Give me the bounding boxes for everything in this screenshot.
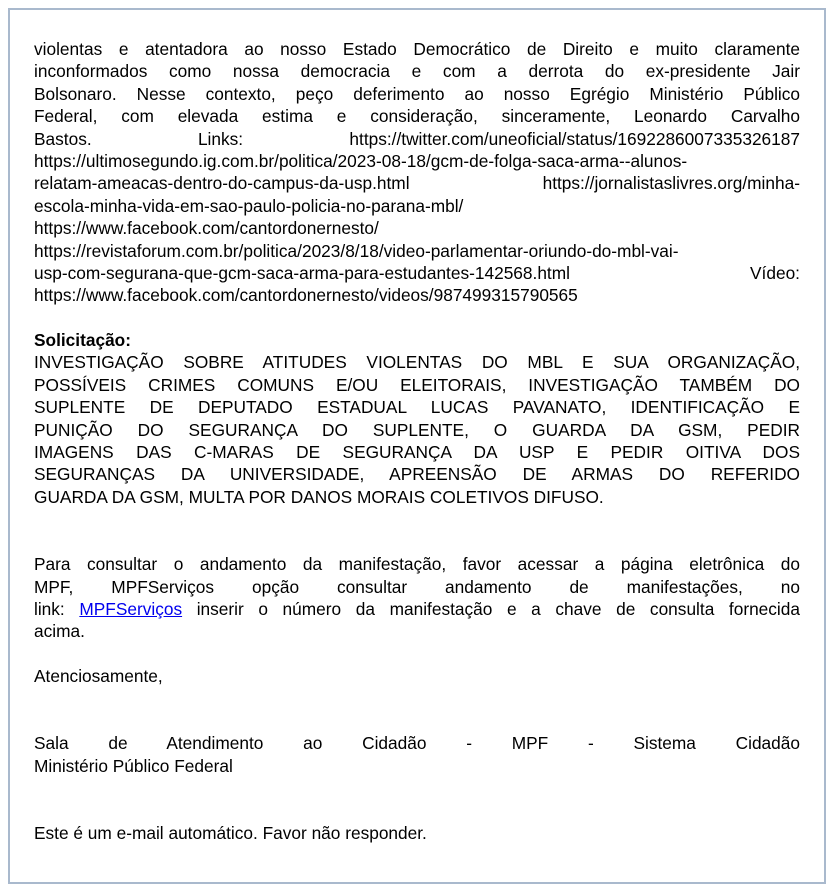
signature-block (34, 732, 800, 777)
consult-line: Para consultar o andamento da manifestação, favor acessar a página eletrônica do (34, 554, 800, 575)
solicitation-line: IMAGENS DAS C-MARAS DE SEGURANÇA DA USP E PEDIR OITIVA DOS (34, 441, 800, 462)
body-line: https://www.facebook.com/cantordonernesto/videos/987499315790565 (34, 285, 578, 306)
solicitation-heading: Solicitação: (34, 329, 131, 350)
spacer (34, 687, 800, 732)
consult-link-prefix: link: (34, 598, 80, 619)
email-body-frame (8, 8, 826, 884)
solicitation-line: PUNIÇÃO DO SEGURANÇA DO SUPLENTE, O GUARDA DA GSM, PEDIR (34, 419, 800, 440)
body-line: https://revistaforum.com.br/politica/2023/8/18/video-parlamentar-oriundo-do-mbl-vai- (34, 240, 679, 261)
body-line: Bolsonaro. Nesse contexto, peço deferimento ao nosso Egrégio Ministério Público (34, 83, 800, 104)
body-line: escola-minha-vida-em-sao-paulo-policia-no-parana-mbl/ (34, 195, 464, 216)
body-line: violentas e atentadora ao nosso Estado Democrático de Direito e muito claramente (34, 39, 800, 59)
body-line: inconformados como nossa democracia e com a derrota do ex-presidente Jair (34, 61, 800, 82)
manifestation-text (34, 38, 800, 307)
email-content (34, 38, 800, 844)
body-line: Federal, com elevada estima e consideração, sinceramente, Leonardo Carvalho (34, 106, 800, 127)
spacer (34, 643, 800, 665)
solicitation-line: POSSÍVEIS CRIMES COMUNS E/OU ELEITORAIS, INVESTIGAÇÃO TAMBÉM DO (34, 374, 800, 395)
consult-line: MPF, MPFServiços opção consultar andamento de manifestações, no (34, 576, 800, 597)
signature-line: Sala de Atendimento ao Cidadão - MPF - Sistema Cidadão (34, 733, 800, 754)
body-line: relatam-ameacas-dentro-do-campus-da-usp.html https://jornalistaslivres.org/minha- (34, 173, 800, 194)
consult-link-suffix: inserir o número da manifestação e a chave de consulta fornecida (182, 598, 800, 619)
spacer (34, 777, 800, 822)
spacer (34, 508, 800, 553)
mpf-servicos-link[interactable]: MPFServiços (79, 598, 183, 619)
solicitation-line: SUPLENTE DE DEPUTADO ESTADUAL LUCAS PAVANATO, IDENTIFICAÇÃO E (34, 397, 800, 418)
consult-line (34, 598, 800, 620)
body-line: usp-com-segurana-que-gcm-saca-arma-para-estudantes-142568.html Vídeo: (34, 263, 800, 284)
solicitation-text (34, 351, 800, 508)
solicitation-line: INVESTIGAÇÃO SOBRE ATITUDES VIOLENTAS DO MBL E SUA ORGANIZAÇÃO, (34, 352, 800, 373)
closing-text: Atenciosamente, (34, 665, 163, 686)
signature-line: Ministério Público Federal (34, 755, 233, 776)
body-line: https://www.facebook.com/cantordonernesto/ (34, 218, 379, 239)
consult-instructions (34, 553, 800, 643)
body-line: https://ultimosegundo.ig.com.br/politica/2023-08-18/gcm-de-folga-saca-arma--alunos- (34, 151, 688, 172)
body-line: Bastos. Links: https://twitter.com/uneoficial/status/1692286007335326187 (34, 128, 800, 149)
solicitation-line: SEGURANÇAS DA UNIVERSIDADE, APREENSÃO DE ARMAS DO REFERIDO (34, 464, 800, 485)
solicitation-line: GUARDA DA GSM, MULTA POR DANOS MORAIS COLETIVOS DIFUSO. (34, 486, 604, 507)
consult-line: acima. (34, 621, 85, 642)
auto-email-notice: Este é um e-mail automático. Favor não responder. (34, 822, 427, 843)
